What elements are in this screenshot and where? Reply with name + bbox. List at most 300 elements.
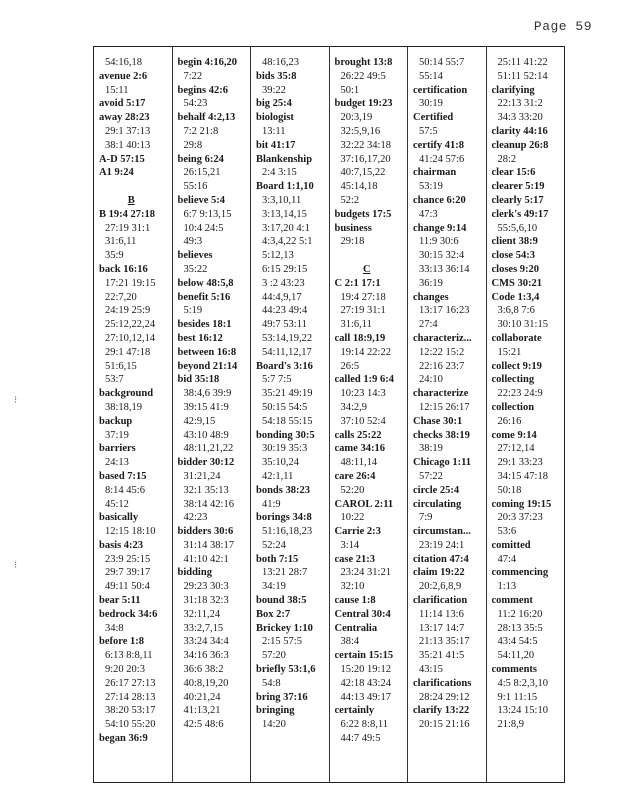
index-ref-line: 33:2,7,15 [183, 622, 224, 634]
index-entry: Blankenship [256, 153, 313, 165]
index-entry: bring 37:16 [256, 691, 308, 703]
index-entry: avoid 5:17 [99, 98, 146, 110]
index-entry: bids 35:8 [256, 70, 297, 82]
index-entry: benefit 5:16 [177, 291, 231, 303]
index-entry: circulating [413, 498, 462, 510]
index-entry: CAROL 2:11 [334, 498, 394, 510]
index-ref-line: 35:10,24 [262, 457, 300, 469]
index-entry: clarification [413, 595, 468, 607]
index-ref-line: 19:4 27:18 [340, 291, 386, 303]
index-entry: CMS 30:21 [491, 277, 542, 289]
index-entry: clear 15:6 [491, 167, 536, 179]
index-ref-line: 7:22 [183, 70, 203, 82]
index-ref-line: 27:14 28:13 [105, 691, 156, 703]
index-ref-line: 13:11 [262, 125, 286, 137]
index-ref-line: 12:22 15:2 [419, 346, 465, 358]
index-ref-line: 10:22 [340, 512, 365, 524]
index-ref-line: 57:5 [419, 125, 438, 137]
index-ref-line: 50:15 54:5 [262, 401, 308, 413]
index-entry: C 2:1 17:1 [334, 277, 381, 289]
index-ref-line: 22:13 31:2 [497, 98, 543, 110]
index-ref-line: 35:9 [105, 250, 124, 262]
index-ref-line: 55:16 [183, 181, 208, 193]
index-entry: avenue 2:6 [99, 70, 148, 82]
index-ref-line: 31:6,11 [105, 236, 137, 248]
index-ref-line: 36:19 [419, 277, 443, 289]
index-ref-line: 32:1 35:13 [183, 484, 229, 496]
index-ref-line: 52:20 [340, 484, 365, 496]
page-number: Page 59 [533, 19, 592, 34]
index-ref-line: 44:13 49:17 [340, 691, 391, 703]
index-entry: below 48:5,8 [177, 277, 234, 289]
index-ref-line: 37:10 52:4 [340, 415, 386, 427]
word-index-table [93, 46, 565, 783]
index-entry: collection [491, 401, 535, 413]
index-ref-line: 38:14 42:16 [183, 498, 234, 510]
index-entry: based 7:15 [99, 470, 147, 482]
index-entry: cleanup 26:8 [491, 139, 549, 151]
index-ref-line: 2:4 3:15 [262, 167, 297, 179]
index-entry: clearer 5:19 [491, 181, 545, 193]
index-entry: B 19:4 27:18 [99, 208, 155, 220]
index-ref-line: 20:3 37:23 [497, 512, 543, 524]
index-entry: between 16:8 [177, 346, 237, 358]
index-ref-line: 54:23 [183, 98, 208, 110]
index-ref-line: 53:14,19,22 [262, 332, 313, 344]
index-ref-line: 45:14,18 [340, 181, 378, 193]
index-ref-line: 38:18,19 [105, 401, 143, 413]
index-ref-line: 29:23 30:3 [183, 581, 229, 593]
index-entry: barriers [99, 443, 136, 455]
index-ref-line: 10:4 24:5 [183, 222, 224, 234]
index-ref-line: 36:6 38:2 [183, 664, 224, 676]
index-column-1 [94, 47, 173, 782]
index-entry: characteriz... [413, 332, 472, 344]
index-ref-line: 9:1 11:15 [497, 691, 538, 703]
index-column-3 [251, 47, 330, 782]
index-ref-line: 48:11,14 [340, 457, 378, 469]
index-ref-line: 26:15,21 [183, 167, 221, 179]
index-ref-line: 27:10,12,14 [105, 332, 156, 344]
index-entry: Chicago 1:11 [413, 457, 472, 469]
index-ref-line: 34:19 [262, 581, 286, 593]
index-entry: A-D 57:15 [99, 153, 145, 165]
index-ref-line: 42:5 48:6 [183, 719, 224, 731]
index-entry: clearly 5:17 [491, 194, 544, 206]
index-ref-line: 28:24 29:12 [419, 691, 470, 703]
index-entry: Carrie 2:3 [334, 526, 381, 538]
index-entry: begin 4:16,20 [177, 57, 238, 68]
index-column-6 [487, 47, 565, 782]
index-ref-line: 43:15 [419, 664, 443, 676]
index-entry: certainly [334, 705, 375, 717]
index-entry: bringing [256, 705, 295, 717]
index-ref-line: 26:22 49:5 [340, 70, 386, 82]
index-ref-line: 3:6,8 7:6 [497, 305, 535, 317]
index-entry: Box 2:7 [256, 608, 291, 620]
index-entry: back 16:16 [99, 263, 148, 275]
index-entry: A1 9:24 [99, 167, 134, 179]
index-entry: clerk's 49:17 [491, 208, 549, 220]
index-ref-line: 42:23 [183, 512, 208, 524]
index-ref-line: 20:2,6,8,9 [419, 581, 462, 593]
index-ref-line: 53:6 [497, 526, 517, 538]
index-ref-line: 5:7 7:5 [262, 374, 292, 386]
index-ref-line: 32:5,9,16 [340, 125, 381, 137]
index-entry: besides 18:1 [177, 319, 232, 331]
index-ref-line: 54:11,12,17 [262, 346, 312, 358]
index-ref-line: 33:24 34:4 [183, 636, 229, 648]
index-ref-line: 13:17 14:7 [419, 622, 465, 634]
index-ref-line: 50:18 [497, 484, 522, 496]
index-entry: calls 25:22 [334, 429, 382, 441]
index-entry: bear 5:11 [99, 595, 141, 607]
index-ref-line: 31:21,24 [183, 470, 221, 482]
index-ref-line: 50:1 [340, 84, 360, 96]
index-entry: away 28:23 [99, 112, 150, 124]
index-ref-line: 3:3,10,11 [262, 194, 302, 206]
index-entry: budget 19:23 [334, 98, 393, 110]
index-ref-line: 30:10 31:15 [497, 319, 548, 331]
index-entry: change 9:14 [413, 222, 467, 234]
index-ref-line: 39:22 [262, 84, 286, 96]
index-ref-line: 53:7 [105, 374, 124, 386]
index-ref-line: 23:19 24:1 [419, 539, 465, 551]
index-ref-line: 44:23 49:4 [262, 305, 308, 317]
index-ref-line: 5:12,13 [262, 250, 294, 262]
index-ref-line: 54:16,18 [105, 57, 143, 68]
index-entry: began 36:9 [99, 733, 148, 745]
index-ref-line: 51:6,15 [105, 360, 137, 372]
index-ref-line: 51:16,18,23 [262, 526, 313, 538]
index-ref-line: 30:19 35:3 [262, 443, 308, 455]
index-ref-line: 29:8 [183, 139, 203, 151]
index-ref-line: 3:17,20 4:1 [262, 222, 310, 234]
index-ref-line: 40:7,15,22 [340, 167, 386, 179]
index-ref-line: 34:3 33:20 [497, 112, 543, 124]
index-ref-line: 32:10 [340, 581, 365, 593]
index-entry: budgets 17:5 [334, 208, 392, 220]
index-ref-line: 29:7 39:17 [105, 567, 151, 579]
index-entry: clarifying [491, 84, 535, 96]
index-ref-line: 57:20 [262, 650, 286, 662]
index-entry: certification [413, 84, 468, 96]
index-entry: bonding 30:5 [256, 429, 315, 441]
index-entry: called 1:9 6:4 [334, 374, 394, 386]
index-entry: certain 15:15 [334, 650, 394, 662]
index-entry: Board's 3:16 [256, 360, 313, 372]
index-ref-line: 28:2 [497, 153, 517, 165]
index-ref-line: 34:2,9 [340, 401, 368, 413]
index-ref-line: 31:18 32:3 [183, 595, 229, 607]
index-ref-line: 25:11 41:22 [497, 57, 548, 68]
index-ref-line: 49:3 [183, 236, 203, 248]
index-entry: collect 9:19 [491, 360, 542, 372]
index-entry: background [99, 388, 154, 400]
index-ref-line: 38:4,6 39:9 [183, 388, 232, 400]
index-ref-line: 41:9 [262, 498, 281, 510]
index-entry: collecting [491, 374, 535, 386]
index-entry: come 9:14 [491, 429, 537, 441]
index-entry: coming 19:15 [491, 498, 552, 510]
index-entry: circle 25:4 [413, 484, 460, 496]
index-ref-line: 13:17 16:23 [419, 305, 470, 317]
index-entry: bid 35:18 [177, 374, 220, 386]
index-entry: biologist [256, 112, 294, 124]
index-ref-line: 32:22 34:18 [340, 139, 391, 151]
index-entry: beyond 21:14 [177, 360, 238, 372]
index-entry: bidder 30:12 [177, 457, 235, 469]
index-entry: begins 42:6 [177, 84, 228, 96]
index-ref-line: 4:3,4,22 5:1 [262, 236, 313, 248]
index-entry: call 18:9,19 [334, 332, 386, 344]
index-entry: chairman [413, 167, 457, 179]
index-ref-line: 27:19 31:1 [105, 222, 151, 234]
index-ref-line: 47:4 [497, 553, 517, 565]
index-entry: behalf 4:2,13 [177, 112, 236, 124]
index-ref-line: 38:19 [419, 443, 443, 455]
index-ref-line: 55:14 [419, 70, 443, 82]
index-ref-line: 54:10 55:20 [105, 719, 156, 731]
index-ref-line: 10:23 14:3 [340, 388, 386, 400]
index-ref-line: 15:21 [497, 346, 522, 358]
index-ref-line: 19:14 22:22 [340, 346, 391, 358]
index-entry: client 38:9 [491, 236, 538, 248]
index-ref-line: 15:11 [105, 84, 129, 96]
index-entry: cause 1:8 [334, 595, 376, 607]
index-entry: bound 38:5 [256, 595, 307, 607]
index-ref-line: 50:14 55:7 [419, 57, 465, 68]
index-ref-line: 14:20 [262, 719, 286, 731]
index-entry: comments [491, 664, 537, 676]
index-ref-line: 29:18 [340, 236, 365, 248]
index-ref-line: 42:9,15 [183, 415, 216, 427]
index-entry: citation 47:4 [413, 553, 469, 565]
index-ref-line: 34:15 47:18 [497, 470, 548, 482]
index-entry: business [334, 222, 372, 234]
index-ref-line: 27:12,14 [497, 443, 535, 455]
index-entry: Board 1:1,10 [256, 181, 314, 193]
index-ref-line: 38:1 40:13 [105, 139, 151, 151]
index-entry: bedrock 34:6 [99, 608, 158, 620]
index-ref-line: 51:11 52:14 [497, 70, 548, 82]
index-ref-line: 24:19 25:9 [105, 305, 151, 317]
index-ref-line: 3 :2 43:23 [262, 277, 305, 289]
index-entry: Code 1:3,4 [491, 291, 540, 303]
index-ref-line: 28:13 35:5 [497, 622, 543, 634]
index-entry: before 1:8 [99, 636, 144, 648]
index-ref-line: 49:7 53:11 [262, 319, 307, 331]
index-ref-line: 48:16,23 [262, 57, 300, 68]
index-ref-line: 38:20 53:17 [105, 705, 156, 717]
index-ref-line: 24:13 [105, 457, 129, 469]
index-ref-line: 37:16,17,20 [340, 153, 391, 165]
index-ref-line: 52:24 [262, 539, 286, 551]
index-ref-line: 32:11,24 [183, 608, 221, 620]
index-ref-line: 30:15 32:4 [419, 250, 465, 262]
index-entry: chance 6:20 [413, 194, 466, 206]
index-entry: borings 34:8 [256, 512, 312, 524]
margin-hole-mark: ⁝ [14, 560, 18, 571]
index-entry: characterize [413, 388, 469, 400]
index-ref-line: 13:24 15:10 [497, 705, 548, 717]
index-ref-line: 44:7 49:5 [340, 733, 381, 745]
index-ref-line: 17:21 19:15 [105, 277, 156, 289]
index-ref-line: 43:10 48:9 [183, 429, 229, 441]
index-ref-line: 26:16 [497, 415, 522, 427]
index-entry: Brickey 1:10 [256, 622, 313, 634]
index-entry: Central 30:4 [334, 608, 391, 620]
index-ref-line: 39:15 41:9 [183, 401, 229, 413]
index-ref-line: 44:4,9,17 [262, 291, 302, 303]
index-ref-line: 40:21,24 [183, 691, 221, 703]
index-ref-line: 13:21 28:7 [262, 567, 308, 579]
index-entry: clarifications [413, 677, 472, 689]
index-entry: closes 9:20 [491, 263, 540, 275]
index-ref-line: 7:9 [419, 512, 433, 524]
index-entry: close 54:3 [491, 250, 535, 262]
index-ref-line: 26:17 27:13 [105, 677, 156, 689]
index-ref-line: 41:10 42:1 [183, 553, 229, 565]
index-ref-line: 3:13,14,15 [262, 208, 307, 220]
index-entry: best 16:12 [177, 332, 223, 344]
index-entry: Centralia [334, 622, 378, 634]
index-ref-line: 48:11,21,22 [183, 443, 234, 455]
index-entry: both 7:15 [256, 553, 299, 565]
index-ref-line: 8:14 45:6 [105, 484, 145, 496]
margin-hole-mark: ⁝ [14, 395, 18, 406]
index-ref-line: 43:4 54:5 [497, 636, 538, 648]
index-ref-line: 9:20 20:3 [105, 664, 145, 676]
index-entry: comitted [491, 539, 531, 551]
index-entry: basically [99, 512, 139, 524]
index-ref-line: 45:12 [105, 498, 129, 510]
index-ref-line: 3:14 [340, 539, 360, 551]
index-ref-line: 27:4 [419, 319, 438, 331]
index-ref-line: 29:1 47:18 [105, 346, 151, 358]
index-ref-line: 12:15 18:10 [105, 526, 156, 538]
index-entry: clarity 44:16 [491, 125, 548, 137]
index-ref-line: 23:24 31:21 [340, 567, 391, 579]
index-ref-line: 21:13 35:17 [419, 636, 470, 648]
index-ref-line: 33:13 36:14 [419, 263, 470, 275]
index-ref-line: 29:1 33:23 [497, 457, 543, 469]
index-ref-line: 31:6,11 [340, 319, 372, 331]
index-ref-line: 49:11 50:4 [105, 581, 150, 593]
index-entry: case 21:3 [334, 553, 376, 565]
index-entry: believes [177, 250, 213, 262]
index-ref-line: 40:8,19,20 [183, 677, 229, 689]
index-ref-line: 22:16 23:7 [419, 360, 465, 372]
index-ref-line: 41:13,21 [183, 705, 221, 717]
index-entry: changes [413, 291, 449, 303]
index-column-4 [330, 47, 409, 782]
index-entry: collaborate [491, 332, 542, 344]
index-entry: clarify 13:22 [413, 705, 470, 717]
index-ref-line: 35:21 49:19 [262, 388, 313, 400]
index-ref-line: 26:5 [340, 360, 360, 372]
index-entry: briefly 53:1,6 [256, 664, 316, 676]
index-entry: claim 19:22 [413, 567, 465, 579]
index-entry: big 25:4 [256, 98, 292, 110]
index-ref-line: 6:13 8:8,11 [105, 650, 153, 662]
index-entry: Chase 30:1 [413, 415, 463, 427]
index-entry: bonds 38:23 [256, 484, 310, 496]
index-ref-line: 15:20 19:12 [340, 664, 391, 676]
index-ref-line: 11:2 16:20 [497, 608, 543, 620]
index-ref-line: 6:7 9:13,15 [183, 208, 232, 220]
index-ref-line: 7:2 21:8 [183, 125, 219, 137]
index-ref-line: 38:4 [340, 636, 360, 648]
index-ref-line: 23:9 25:15 [105, 553, 151, 565]
index-entry: commencing [491, 567, 549, 579]
index-entry: believe 5:4 [177, 194, 226, 206]
index-ref-line: 57:22 [419, 470, 443, 482]
index-entry: being 6:24 [177, 153, 224, 165]
index-ref-line: 21:8,9 [497, 719, 525, 731]
index-ref-line: 53:19 [419, 181, 443, 193]
index-entry: bidding [177, 567, 212, 579]
index-entry: care 26:4 [334, 470, 376, 482]
index-ref-line: 20:15 21:16 [419, 719, 470, 731]
index-entry: came 34:16 [334, 443, 385, 455]
index-entry: checks 38:19 [413, 429, 470, 441]
index-column-2 [173, 47, 252, 782]
section-letter: B [127, 194, 135, 206]
blank-line [335, 249, 408, 263]
index-entry: basis 4:23 [99, 539, 144, 551]
index-ref-line: 54:11,20 [497, 650, 535, 662]
index-ref-line: 42:18 43:24 [340, 677, 391, 689]
index-entry: brought 13:8 [334, 57, 393, 68]
index-ref-line: 6:15 29:15 [262, 263, 308, 275]
index-ref-line: 41:24 57:6 [419, 153, 465, 165]
index-ref-line: 5:19 [183, 305, 203, 317]
index-ref-line: 6:22 8:8,11 [340, 719, 388, 731]
index-ref-line: 34:16 36:3 [183, 650, 229, 662]
index-ref-line: 27:19 31:1 [340, 305, 386, 317]
index-ref-line: 2:15 57:5 [262, 636, 302, 648]
index-ref-line: 22:23 24:9 [497, 388, 543, 400]
index-entry: comment [491, 595, 533, 607]
index-entry: Certified [413, 112, 454, 124]
index-ref-line: 34:8 [105, 622, 124, 634]
index-ref-line: 54:18 55:15 [262, 415, 313, 427]
index-ref-line: 52:2 [340, 194, 360, 206]
index-ref-line: 37:19 [105, 429, 129, 441]
index-ref-line: 4:5 8:2,3,10 [497, 677, 548, 689]
index-entry: circumstan... [413, 526, 471, 538]
blank-line [99, 180, 172, 194]
index-ref-line: 31:14 38:17 [183, 539, 234, 551]
index-entry: bit 41:17 [256, 139, 296, 151]
index-ref-line: 11:14 13:6 [419, 608, 464, 620]
index-entry: certify 41:8 [413, 139, 465, 151]
index-column-5 [408, 47, 487, 782]
index-entry: bidders 30:6 [177, 526, 234, 538]
index-ref-line: 25:12,22,24 [105, 319, 156, 331]
index-ref-line: 24:10 [419, 374, 443, 386]
index-ref-line: 47:3 [419, 208, 438, 220]
index-ref-line: 35:21 41:5 [419, 650, 465, 662]
index-ref-line: 42:1,11 [262, 470, 294, 482]
index-ref-line: 11:9 30:6 [419, 236, 459, 248]
index-ref-line: 29:1 37:13 [105, 125, 151, 137]
index-ref-line: 30:19 [419, 98, 443, 110]
index-ref-line: 12:15 26:17 [419, 401, 470, 413]
index-ref-line: 22:7,20 [105, 291, 137, 303]
index-ref-line: 55:5,6,10 [497, 222, 538, 234]
